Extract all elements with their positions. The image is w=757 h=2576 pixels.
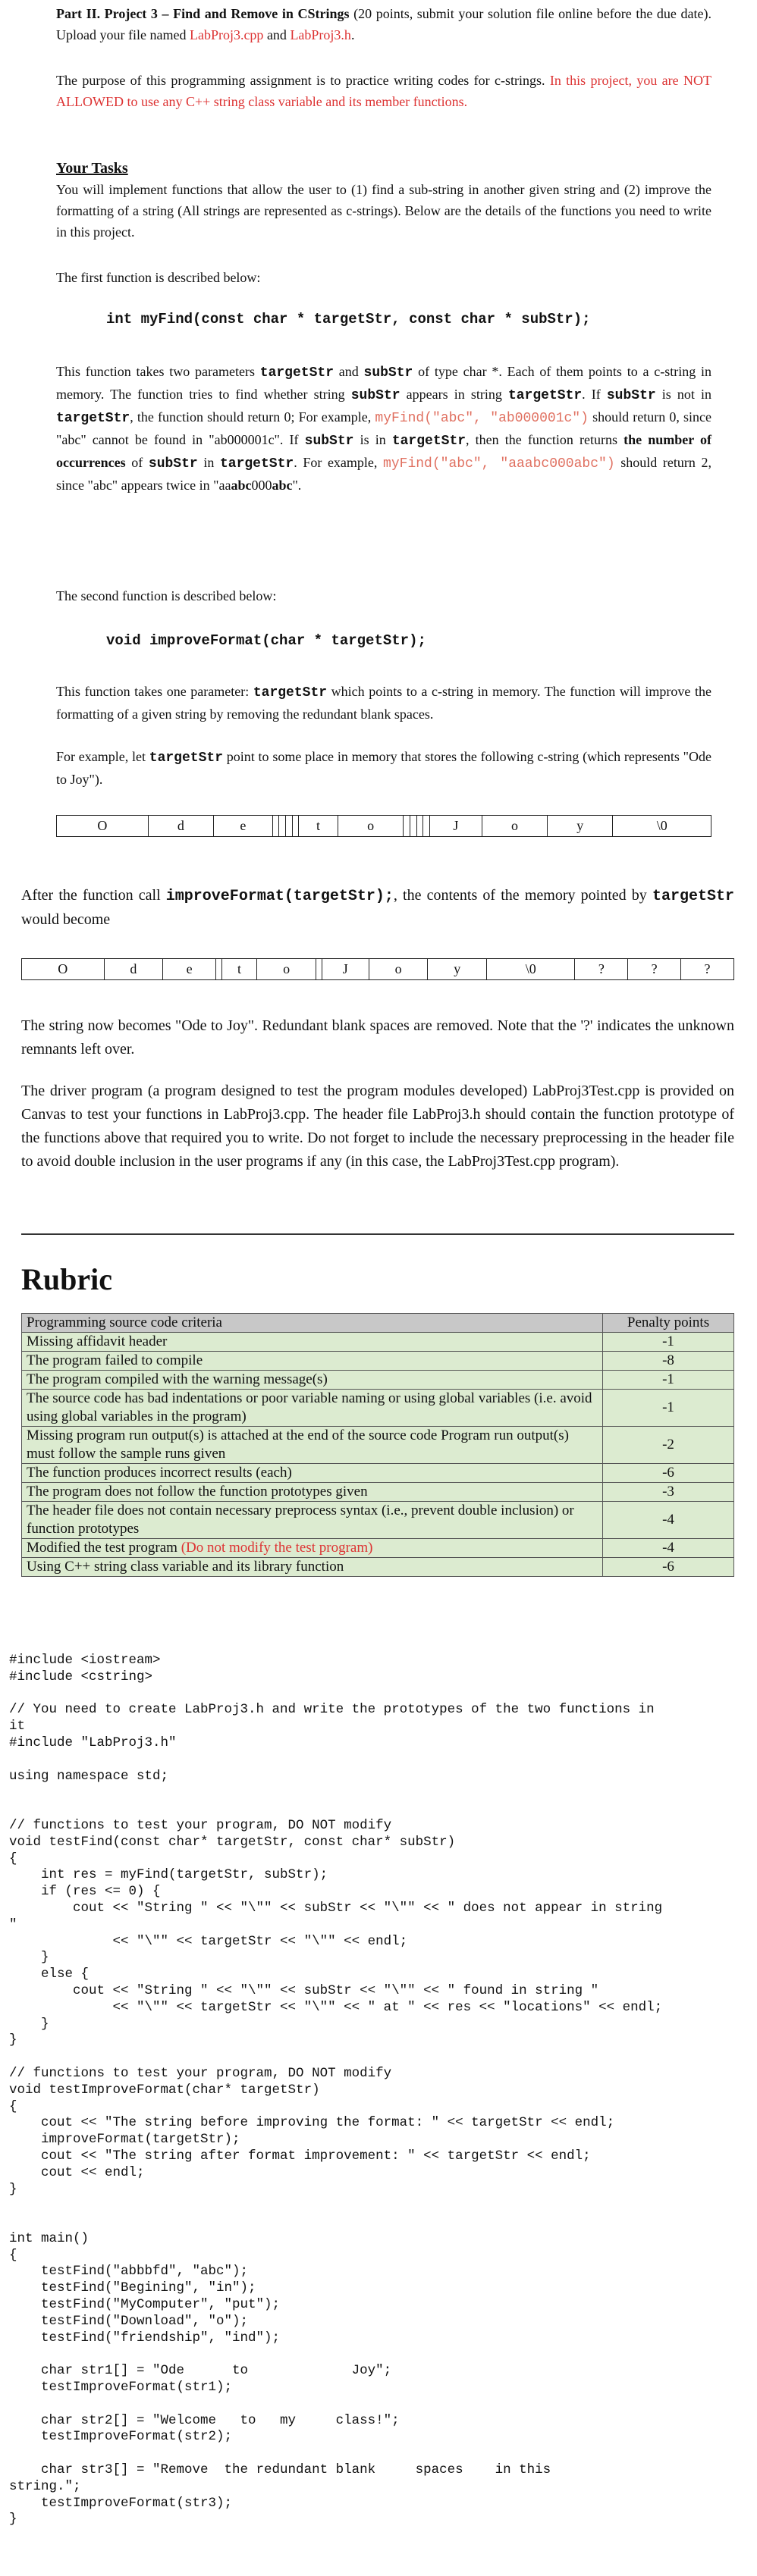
memory-cell: J <box>322 959 369 980</box>
table-row: Missing affidavit header -1 <box>22 1333 734 1352</box>
memory-cell: o <box>369 959 428 980</box>
file-name-cpp: LabProj3.cpp <box>189 27 264 42</box>
memory-cell <box>285 816 292 837</box>
memory-cell: O <box>57 816 149 837</box>
memory-cell: \0 <box>486 959 574 980</box>
memory-before-table <box>56 815 711 837</box>
memory-cell <box>416 816 423 837</box>
test-program-code: #include <iostream> #include <cstring> // You need to create LabProj3.h and write the prototypes of the two functions in it #include "LabProj3.h" using namespace std; // functions to test your program, DO NOT modify void testFind(const char* targetStr, const char* subStr) { int res = myFind(targetStr, subStr); if (res <= 0) { cout << "String " << "\"" << subStr << "\"" << " does not appear in string " << "\"" << targetStr << "\"" << endl; } else { cout << "String " << "\"" << subStr << "\"" << " found in string " << "\"" << targetStr << "\"" << " at " << res << "locations" << endl; } } // functions to test your program, DO NOT modify void testImproveFormat(char* targetStr) { cout << "The string before improving the format: " << targetStr << endl; improveFormat(targetStr); cout << "The string after format improvement: " << targetStr << endl; cout << endl; } int main() { testFind("abbbfd", "abc"); testFind("Begining", "in"); testFind("MyComputer", "put"); testFind("Download", "o"); testFind("friendship", "ind"); char str1[] = "Ode to Joy"; testImproveFormat(str1); char str2[] = "Welcome to my class!"; testImproveFormat(str2); char str3[] = "Remove the redundant blank spaces in this string."; testImproveFormat(str3); } <box>9 1653 663 2527</box>
memory-cell <box>279 816 286 837</box>
improveformat-example: For example, let targetStr point to some place in memory that stores the following c-string (which represents "Ode to Joy"). <box>56 749 711 787</box>
memory-cell <box>292 816 299 837</box>
memory-cell: o <box>482 816 547 837</box>
rubric-table <box>21 1313 734 1577</box>
memory-cell: ? <box>628 959 681 980</box>
improveformat-prototype: void improveFormat(char * targetStr); <box>106 632 426 649</box>
memory-cell: ? <box>575 959 628 980</box>
memory-cell <box>423 816 430 837</box>
rubric-col-criteria: Programming source code criteria <box>22 1314 603 1333</box>
memory-cell: y <box>428 959 487 980</box>
table-row: The program compiled with the warning message(s) -1 <box>22 1371 734 1390</box>
memory-cell: o <box>338 816 404 837</box>
after-call-code: improveFormat(targetStr); <box>165 888 394 905</box>
tasks-section <box>56 158 711 243</box>
driver-note: The driver program (a program designed to test the program modules developed) LabProj3Test.cpp is provided on Canvas to test your functions in LabProj3.cpp. The header file LabProj3.h should contain the function prototype of the functions above that required you to write. Do not forget to include the necessary preprocessing in the header file to avoid double inclusion in the user programs if any (in this case, the LabProj3Test.cpp program). <box>21 1083 734 1170</box>
memory-cell: y <box>548 816 613 837</box>
purpose-warning: In this project, you are NOT ALLOWED to use any C++ string class variable and its member functions. <box>56 73 711 109</box>
tasks-heading: Your Tasks <box>56 160 128 177</box>
myfind-description: This function takes two parameters targetStr and subStr of type char *. Each of them points to a c-string in memory. The function tries to find whether string subStr appears in string targetStr. If subStr is not in targetStr, the function should return 0; For example, myFind("abc", "ab000001c") should return 0, since "abc" cannot be found in "ab000001c". If subStr is in targetStr, then the function returns the number of occurrences of subStr in targetStr. For example, myFind("abc", "aaabc000abc") should return 2, since "abc" appears twice in "aaabc000abc". <box>56 364 712 493</box>
file-name-h: LabProj3.h <box>290 27 351 42</box>
memory-cell: \0 <box>613 816 711 837</box>
after-call-paragraph: After the function call improveFormat(targetStr);, the contents of the memory pointed by targetStr would become <box>21 887 734 928</box>
memory-cell <box>215 959 221 980</box>
memory-cell: O <box>22 959 105 980</box>
table-row: Missing program run output(s) is attached at the end of the source code Program run output(s) must follow the sample runs given -2 <box>22 1427 734 1464</box>
improveformat-description: This function takes one parameter: targetStr which points to a c-string in memory. The function will improve the formatting of a given string by removing the redundant blank spaces. <box>56 684 711 722</box>
first-function-intro: The first function is described below: <box>56 270 261 285</box>
rubric-heading: Rubric <box>21 1262 112 1296</box>
memory-after-table <box>21 958 734 980</box>
myfind-example-2: myFind("abc", "aaabc000abc") <box>383 456 615 472</box>
memory-cell: o <box>257 959 316 980</box>
table-row: Using C++ string class variable and its library function -6 <box>22 1558 734 1577</box>
header-paragraph: Part II. Project 3 – Find and Remove in CStrings (20 points, submit your solution file online before the due date). Upload your file named LabProj3.cpp and LabProj3.h. <box>56 6 711 42</box>
table-row: The source code has bad indentations or poor variable naming or using global variables (i.e. avoid using global variables in the program) -1 <box>22 1390 734 1427</box>
purpose-paragraph: The purpose of this programming assignment is to practice writing codes for c-strings. In this project, you are NOT ALLOWED to use any C++ string class variable and its member functions. <box>56 73 711 109</box>
table-row: The program failed to compile -8 <box>22 1352 734 1371</box>
tasks-text: You will implement functions that allow the user to (1) find a sub-string in another given string and (2) improve the formatting of a string (All strings are represented as c-strings). Below are the details of the functions you need to write in this project. <box>56 182 711 240</box>
table-row: The function produces incorrect results (each) -6 <box>22 1464 734 1483</box>
memory-cell: e <box>163 959 216 980</box>
memory-cell <box>316 959 322 980</box>
second-function-intro: The second function is described below: <box>56 588 277 603</box>
memory-cell: ? <box>681 959 734 980</box>
memory-cell: d <box>104 959 163 980</box>
memory-cell <box>410 816 416 837</box>
table-row: The program does not follow the function prototypes given -3 <box>22 1483 734 1502</box>
memory-cell: J <box>429 816 482 837</box>
rubric-header-row <box>22 1314 734 1333</box>
result-note: The string now becomes "Ode to Joy". Redundant blank spaces are removed. Note that the '?' indicates the unknown remnants left over. <box>21 1017 734 1058</box>
table-row: The header file does not contain necessary preprocess syntax (i.e., prevent double inclusion) or function prototypes -4 <box>22 1502 734 1539</box>
table-row: Modified the test program (Do not modify the test program) -4 <box>22 1539 734 1558</box>
rubric-col-penalty: Penalty points <box>603 1314 734 1333</box>
myfind-prototype: int myFind(const char * targetStr, const char * subStr); <box>106 311 591 327</box>
memory-cell: e <box>214 816 273 837</box>
memory-cell: d <box>148 816 213 837</box>
divider <box>21 1233 734 1235</box>
myfind-example-1: myFind("abc", "ab000001c") <box>375 411 589 426</box>
memory-cell <box>272 816 279 837</box>
memory-cell <box>404 816 410 837</box>
memory-cell: t <box>221 959 257 980</box>
project-title: Part II. Project 3 – Find and Remove in CStrings <box>56 6 350 21</box>
memory-cell: t <box>299 816 338 837</box>
